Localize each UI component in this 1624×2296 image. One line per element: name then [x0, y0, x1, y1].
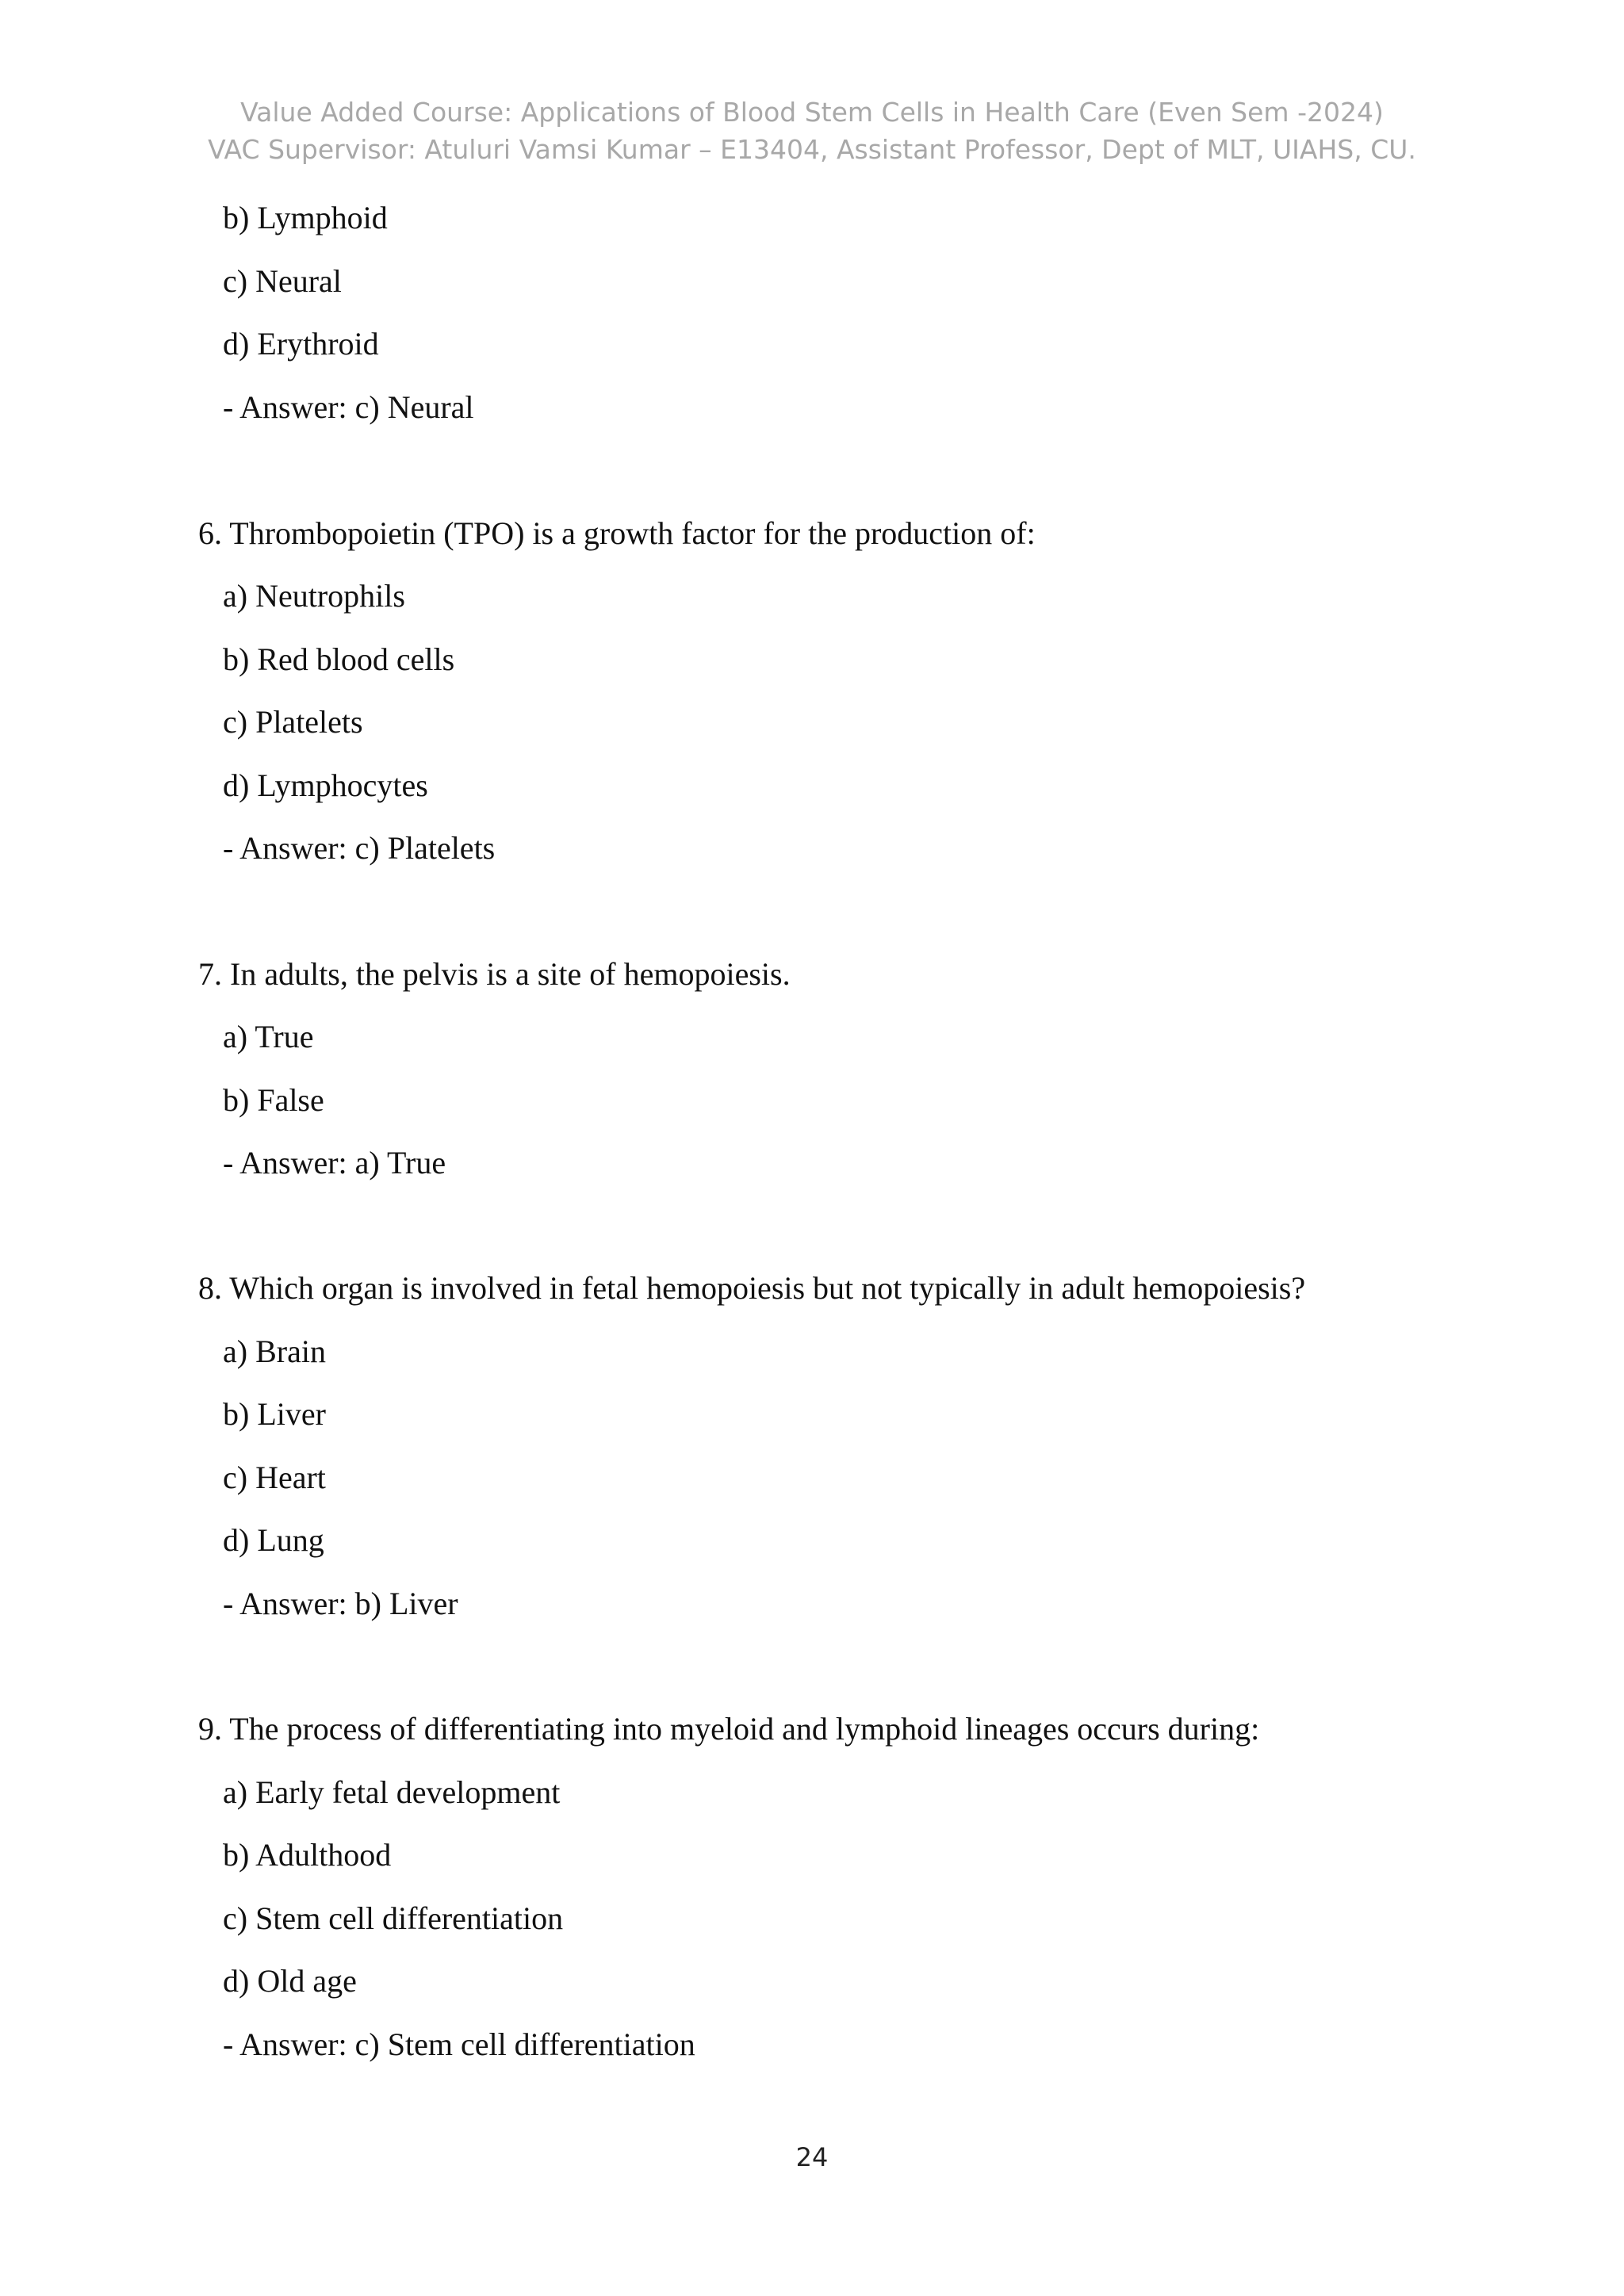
- option-item: c) Stem cell differentiation: [223, 1900, 564, 1936]
- answer-line: - Answer: b) Liver: [223, 1586, 458, 1621]
- option-item: b) Liver: [223, 1396, 326, 1432]
- option-item: b) Red blood cells: [223, 641, 455, 677]
- option-item: b) Adulthood: [223, 1837, 392, 1873]
- option-item: b) False: [223, 1082, 324, 1118]
- option-item: a) Early fetal development: [223, 1774, 561, 1810]
- question-text: 8. Which organ is involved in fetal hemopoiesis but not typically in adult hemopoiesis?: [198, 1270, 1306, 1306]
- question-text: 6. Thrombopoietin (TPO) is a growth factor for the production of:: [198, 515, 1036, 551]
- option-item: d) Erythroid: [223, 326, 379, 362]
- option-item: a) True: [223, 1019, 314, 1054]
- answer-line: - Answer: a) True: [223, 1145, 446, 1181]
- header-supervisor: VAC Supervisor: Atuluri Vamsi Kumar – E13404, Assistant Professor, Dept of MLT, UIAHS, CU.: [208, 134, 1416, 165]
- option-item: d) Lymphocytes: [223, 767, 428, 803]
- option-item: d) Old age: [223, 1963, 357, 1999]
- page-header: [0, 94, 1624, 168]
- answer-line: - Answer: c) Stem cell differentiation: [223, 2026, 695, 2062]
- option-item: b) Lymphoid: [223, 200, 388, 235]
- option-item: c) Neural: [223, 263, 342, 299]
- question-text: 9. The process of differentiating into myeloid and lymphoid lineages occurs during:: [198, 1711, 1260, 1747]
- option-item: a) Brain: [223, 1334, 326, 1369]
- answer-line: - Answer: c) Platelets: [223, 830, 496, 866]
- option-item: a) Neutrophils: [223, 578, 405, 614]
- option-item: d) Lung: [223, 1522, 324, 1558]
- header-course-title: Value Added Course: Applications of Blood Stem Cells in Health Care (Even Sem -2024): [240, 97, 1384, 128]
- answer-line: - Answer: c) Neural: [223, 389, 474, 425]
- option-item: c) Platelets: [223, 704, 363, 740]
- question-text: 7. In adults, the pelvis is a site of hemopoiesis.: [198, 956, 791, 992]
- page-number: 24: [795, 2142, 829, 2172]
- option-item: c) Heart: [223, 1460, 326, 1495]
